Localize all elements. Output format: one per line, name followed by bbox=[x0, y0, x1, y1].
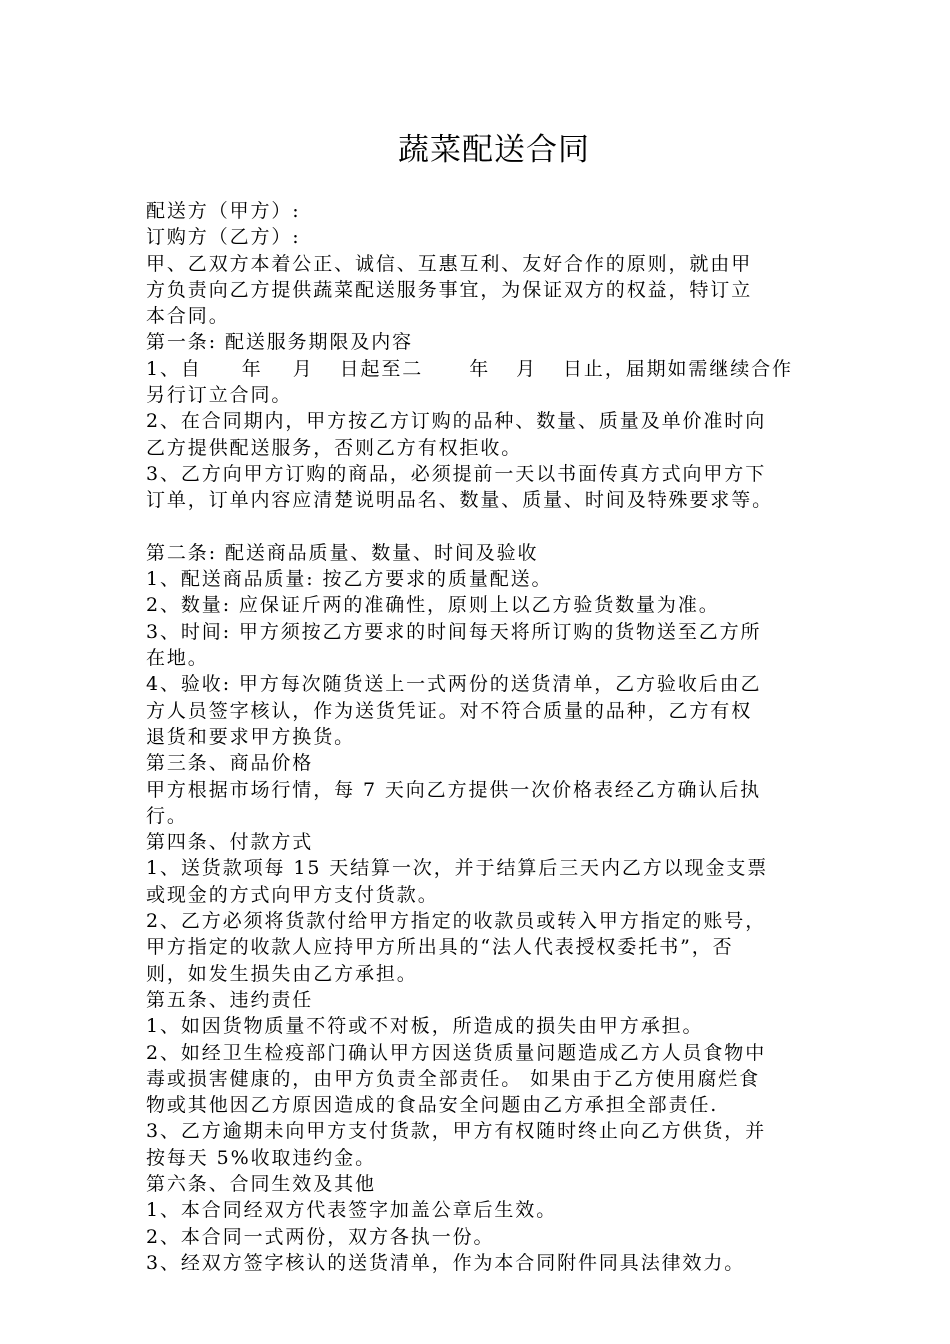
term-part: 日止，届期如需继续合作 bbox=[563, 357, 793, 380]
text-line: 2、乙方必须将货款付给甲方指定的收款员或转入甲方指定的账号， bbox=[146, 910, 767, 933]
article-2 bbox=[146, 540, 808, 750]
text-line: 2、数量: 应保证斤两的准确性，原则上以乙方验货数量为准。 bbox=[146, 594, 720, 617]
text-line: 1、送货款项每 15 天结算一次，并于结算后三天内乙方以现金支票 bbox=[146, 857, 769, 880]
article-heading: 第四条、付款方式 bbox=[146, 831, 314, 854]
article-heading: 第二条: 配送商品质量、数量、时间及验收 bbox=[146, 541, 539, 564]
text-line: 3、乙方向甲方订购的商品，必须提前一天以书面传真方式向甲方下 bbox=[146, 462, 767, 485]
blank-line bbox=[146, 514, 808, 540]
document-body bbox=[146, 198, 808, 1276]
intro-paragraph bbox=[146, 251, 808, 330]
article-heading: 第六条、合同生效及其他 bbox=[146, 1172, 376, 1195]
article-1 bbox=[146, 329, 808, 513]
text-line: 或现金的方式向甲方支付货款。 bbox=[146, 883, 439, 906]
party-a-line: 配送方（甲方）: bbox=[146, 200, 301, 222]
article-heading: 第五条、违约责任 bbox=[146, 988, 314, 1011]
text-line: 方人员签字核认，作为送货凭证。对不符合质量的品种，乙方有权 bbox=[146, 699, 753, 722]
text-line: 乙方提供配送服务，否则乙方有权拒收。 bbox=[146, 436, 523, 459]
article-3 bbox=[146, 750, 808, 829]
term-line bbox=[146, 356, 808, 382]
text-line: 毒或损害健康的，由甲方负责全部责任。 如果由于乙方使用腐烂食 bbox=[146, 1067, 761, 1090]
text-line: 甲方指定的收款人应持甲方所出具的“法人代表授权委托书”，否 bbox=[146, 936, 734, 959]
text-line: 1、本合同经双方代表签字加盖公章后生效。 bbox=[146, 1199, 558, 1222]
text-line: 4、验收: 甲方每次随货送上一式两份的送货清单，乙方验收后由乙 bbox=[146, 673, 762, 696]
article-heading: 第三条、商品价格 bbox=[146, 752, 314, 775]
text-line: 在地。 bbox=[146, 647, 209, 670]
term-part: 年 bbox=[469, 357, 491, 380]
term-part: 年 bbox=[241, 357, 263, 380]
term-part: 日起至二 bbox=[339, 357, 424, 380]
text-line: 甲方根据市场行情，每 7 天向乙方提供一次价格表经乙方确认后执 bbox=[146, 778, 762, 801]
text-line: 订单，订单内容应清楚说明品名、数量、质量、时间及特殊要求等。 bbox=[146, 489, 774, 512]
text-line: 2、如经卫生检疫部门确认甲方因送货质量问题造成乙方人员食物中 bbox=[146, 1041, 767, 1064]
text-line: 3、乙方逾期未向甲方支付货款，甲方有权随时终止向乙方供货，并 bbox=[146, 1120, 767, 1143]
article-6 bbox=[146, 1171, 808, 1276]
text-line: 物或其他因乙方原因造成的食品安全问题由乙方承担全部责任. bbox=[146, 1094, 719, 1117]
text-line: 本合同。 bbox=[146, 305, 230, 328]
term-part: 月 bbox=[516, 357, 538, 380]
article-5 bbox=[146, 987, 808, 1171]
text-line: 则，如发生损失由乙方承担。 bbox=[146, 962, 418, 985]
term-part: 1、自 bbox=[146, 357, 202, 380]
text-line: 3、经双方签字核认的送货清单，作为本合同附件同具法律效力。 bbox=[146, 1251, 746, 1274]
article-heading: 第一条: 配送服务期限及内容 bbox=[146, 331, 414, 354]
text-line: 3、时间: 甲方须按乙方要求的时间每天将所订购的货物送至乙方所 bbox=[146, 620, 762, 643]
text-line: 方负责向乙方提供蔬菜配送服务事宜，为保证双方的权益，特订立 bbox=[146, 278, 753, 301]
text-line: 2、本合同一式两份，双方各执一份。 bbox=[146, 1225, 495, 1248]
article-4 bbox=[146, 829, 808, 987]
text-line: 按每天 5%收取违约金。 bbox=[146, 1146, 376, 1169]
text-line: 1、如因货物质量不符或不对板，所造成的损失由甲方承担。 bbox=[146, 1015, 704, 1038]
text-line: 甲、乙双方本着公正、诚信、互惠互利、友好合作的原则，就由甲 bbox=[146, 252, 753, 275]
text-line: 2、在合同期内，甲方按乙方订购的品种、数量、质量及单价准时向 bbox=[146, 410, 767, 433]
text-line: 1、配送商品质量: 按乙方要求的质量配送。 bbox=[146, 568, 553, 591]
term-part: 月 bbox=[292, 357, 314, 380]
text-line: 退货和要求甲方换货。 bbox=[146, 725, 356, 748]
document-title: 蔬菜配送合同 bbox=[398, 132, 590, 168]
text-line: 行。 bbox=[146, 804, 188, 827]
party-b-line: 订购方（乙方）: bbox=[146, 226, 301, 249]
text-line: 另行订立合同。 bbox=[146, 384, 293, 407]
